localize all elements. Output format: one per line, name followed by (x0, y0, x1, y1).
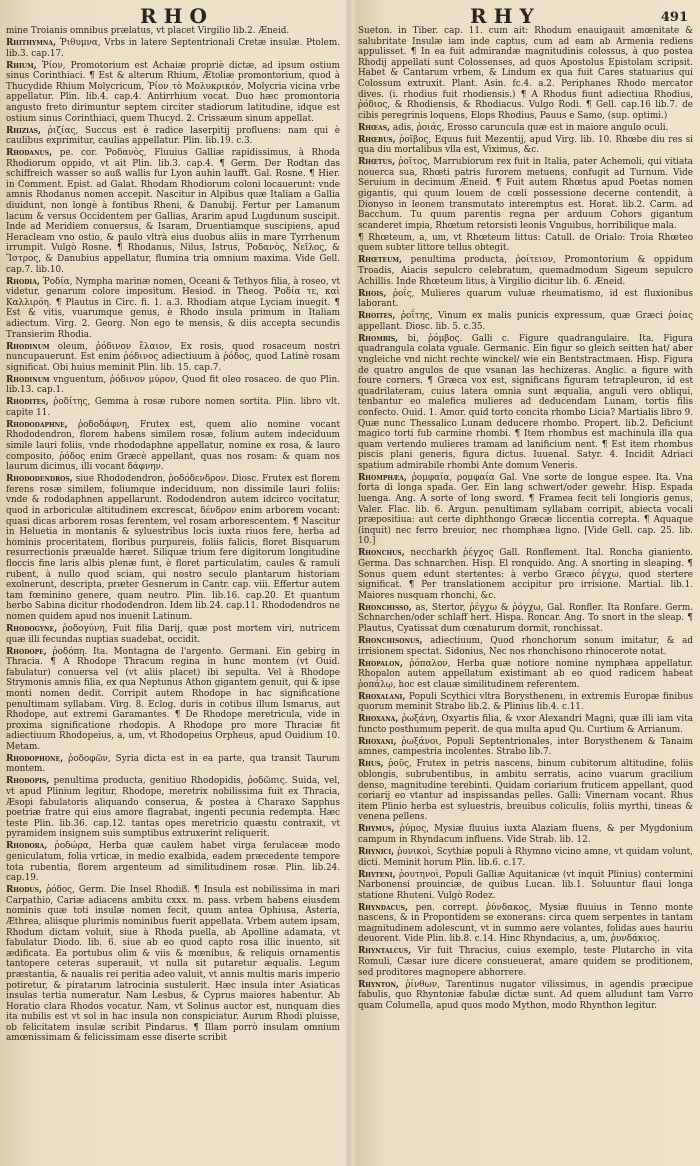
header-right-guide-word: RHY (470, 4, 541, 28)
entry-text: ῥωξάνοι, Populi Septentrionales, inter Borysthenem & Tanaim amnes, campestria incolentes. Strabo lib.7. (358, 736, 693, 758)
entry-text: vnguentum, ῥόδινον μύρον, Quod fit oleo rosaceo. de quo Plin. lib.13. cap.1. (6, 374, 340, 396)
dictionary-entry (6, 126, 340, 147)
dictionary-entry (358, 157, 693, 231)
entry-headword: Rhynton, (358, 979, 399, 990)
entry-headword: Rhodanus, (6, 148, 53, 159)
entry-headword: Rhododendros, (6, 474, 73, 485)
entry-headword: Rhœteum, (358, 255, 403, 266)
entry-text: mine Troianis omnibus prælatus, vt placet Virgilio lib.2. Æneid. (6, 26, 290, 36)
entry-text: ῥουτηνοὶ, Populi Galliæ Aquitanicæ (vt inquit Plinius) contermini Narbonensi prouinciæ, de quibus Lucan. lib.1. Soluuntur flaui longa statione Rhuteni. Vulgò Rodez. (358, 869, 693, 901)
entry-headword: Rhyteni, (358, 869, 396, 880)
entry-headword: Rhymus, (358, 824, 395, 835)
entry-text: Ῥιθυμνα, Vrbs in latere Septentrionali Cretæ insulæ. Ptolem. lib.3. cap.17. (6, 37, 340, 59)
dictionary-entry (358, 692, 693, 713)
entry-text: ῥοῦς, Frutex in petris nascens, binum cubitorum altitudine, foliis oblongis, subrubentibus, in ambitu serratis, acino vuarum gracilium denso, magnitudine terebinti. Quidam coriarium fruticem appellant, quod coriarij eo vtantur ad inspissandas pelles. Galli: Vinernam vocant. Rhus item Plinio herba est syluestris, breuibus coliculis, foliis myrthi, tineas & venena pellens. (358, 759, 693, 823)
dictionary-entry (358, 123, 693, 134)
entry-text: ῥοδίτης, Gemma à rosæ rubore nomen sortita. Plin. libro vlt. capite 11. (6, 397, 340, 418)
entry-text: penultima producta, ῥοίτειον, Promontorium & oppidum Troadis, Aiacis sepulcro celebratum, quemadmodum Sigeum sepulcro Achillis. Inde Rhœteum litus, à Virgilio dicitur lib. 6. Æneid. (358, 255, 693, 287)
entry-text: ῥόπαλον, Herba quæ notiore nomine nymphæa appellatur. Rhopalon autem appellatum existimant ab eo quod radicem habeat ῥοπάλῳ, hoc est clauæ similitudinem referentem. (358, 658, 693, 690)
dictionary-entry (358, 824, 693, 845)
entry-headword: Rhyntalcus, (358, 946, 412, 957)
dictionary-entry (6, 61, 340, 125)
entry-text: ῥομφαία, ρομφαία Gal. Vne sorte de longue espee. Ita. Vna forta di longa spada. Ger. Ein lang schwert/oder gewehr. Hisp. Espada luenga. Ang. A sorte of long sword. ¶ Framea fecit teli longioris genus, Valer. Flac. lib. 6. Argun. penultimam syllabam corripit, abiecta vocali præpositiua: aut certe diphthongo Græcæ liccentia correpta. ¶ Aquaque (inquit) nec ferro breuior, nec rhomphæa ligno. [Vide Gell. cap. 25. lib. 10.] (358, 472, 693, 547)
entry-headword: Rhodinum (6, 374, 50, 385)
dictionary-entry (6, 474, 340, 622)
dictionary-entry (358, 334, 693, 472)
dictionary-entry (6, 26, 340, 37)
entry-text: ¶ Rhœteum, a, um, vt Rhœteum littus: Catull. de Orialo: Troia Rhœteo quem subter littore tellus obtegit. (358, 232, 693, 254)
entry-headword: Rhodogyne, (6, 623, 58, 634)
entry-headword: Rhonchisso, (358, 602, 412, 613)
entry-headword: Rhus, (358, 759, 384, 770)
entry-headword: Rhomphæa, (358, 472, 407, 483)
dictionary-entry (6, 776, 340, 840)
dictionary-entry (6, 885, 340, 1044)
entry-headword: Rhonchisonus, (358, 635, 423, 646)
dictionary-entry (6, 148, 340, 275)
left-column (6, 26, 340, 1160)
entry-text: ῥωξάνη, Oxyartis filia, & vxor Alexandri Magni, quæ illi iam vita functo posthumum peperit. de qua multa apud Qu. Curtium & Arrianum. (358, 714, 693, 735)
entry-text: ῥυνικοὶ, Scythiæ populi à Rhymno vicino amne, vt quidam volunt, dicti. Meminit horum Plin. lib.6. c.17. (358, 846, 693, 868)
dictionary-entry (358, 980, 693, 1012)
entry-headword: Rhodus, (6, 885, 43, 896)
entry-text: pe. cor. Ῥοδανὸς, Fluuius Galliæ rapidissimus, à Rhoda Rhodiorum oppido, vt ait Plin. lib.3. cap.4. ¶ Germ. Der Rodtan das schiffreich wasser so auß wallis fur Lyon auhin laufft. Gal. Rosne. ¶ Hier. in Comment. Epist. ad Galat. Rhodam Rhodiorum coloni locauerunt: vnde amnis Rhodanus nomen accepit. Nascitur in Alpibus quæ Italiam a Gallia diuidunt, non longè à fontibus Rheni, & Danubij. Fertur per Lamanum lacum & versus Occidentem per Gallias, Ararim apud Lugdunum suscipit. Inde ad Meridiem conuersus, & Isaram, Druentiamque suscipiens, apud Heracleam vno ostio, & paulo vltrà eius duobus aliis in mare Tyrrhenum irrumpit. Vulgò Rosne. ¶ Rhodanus, Nilus, Istrus, Ῥοδανὸς, Νεῖλος, & Ἴστρος, & Danubius appellatur, flumina tria omnium maxima. Vide Gell. cap.7. lib.10. (6, 148, 340, 275)
entry-headword: Rhoxani, (358, 736, 397, 747)
dictionary-entry (6, 754, 340, 775)
page-number: 491 (660, 10, 688, 25)
entry-text: pen. corrept. ῥύνδακος, Mysiæ fluuius in Tenno monte nascens, & in Propontidem se exonerans: circa quem serpentes in tantam magnitudinem adolescunt, vt in summo aere volantes, folidas aues hauriu deuorent. Vide Plin. lib.8. c.14. Hinc Rhyndacius, a, um, ῥυνδάκιος. (358, 902, 693, 945)
entry-headword: Rhodope, (6, 646, 47, 657)
entry-text: adiectiuum, Quod rhonchorum sonum imitatur, & ad irrisionem spectat. Sidonius, Nec nos rhonchisono rhinocerote notat. (358, 635, 693, 657)
entry-text: ῥίνθων, Tarentinus nugator vilissimus, in agendis præcipue fabulis, quo Rhyntoniæ fabulæ dictæ sunt. Ad quem alludunt tam Varro quam Columella, apud quos modo Mython, modo Rhynthon legitur. (358, 979, 693, 1011)
entry-headword: Rhodopis, (6, 776, 50, 787)
entry-text: ῥοδόπη. Ita. Montagna de l'argento. Germani. Ein gebirg in Thracia. ¶ A Rhodope Thracum regina in hunc montem (vt Ouid. fabulatur) conuersa vel (vt aliis placet) ibi sepulta. Vel à Rhodope Strymonis amnis filia, ex qua Neptunus Athon gigantem genuit, qui & ipse monti nomen dedit. Corripit autem Rhodope in hac significatione penultimam syllabam. Virg. 8. Eclog. duris in cotibus illum Ismarus, aut Rhodope, aut extremi Garamantes. ¶ De Rhodope meretricula, vide in proxima significatione rhodopis. A Rhodope pro more Thraciæ fit adiectiuum Rhodopeius, a, um, vt Rhodopeius Orpheus, apud Ouidium 10. Metam. (6, 646, 340, 752)
column-gutter (346, 0, 352, 1166)
entry-text: bi, ῥόμβος. Galli c. Figure quadrangulaire. Ita. Figura quadrangula colata vguale. Germanic. Ein figur so gleich seitten hat/ aber vngleiche vnd nicht rechte winckel/ wie ein Bentstractmaen. Hisp. Figura de quatro angulos de que vsanan las hechizeras. Anglic. a figure with foure corners. ¶ Græca vox est, significans figuram tetrapleuron, id est quadrilateram, cuius latera omnia sunt æqualia, anguli vero obliqui, tenbantur eo malefica mulieres ad deducendam Lunam, tortis filis confecto. Ouid. 1. Amor. quid torto concita rhombo Licia? Martialis libro 9. Quæ nunc Thessalico Lunam deducere rhombo. Propert. lib.2. Deficiunt magico torti fub carmine rhombi. ¶ Item rhombus est machinula illa qua quam vertendo mulieres tramam ad lanificium nent. ¶ Est item rhombus piscis plani generis, figura dictus. Iuuenal. Satyr. 4. Incidit Adriaci spatium admirabile rhombi Ante domum Veneris. (358, 333, 693, 471)
entry-text: ῥοΐς, Mulieres quarum vuluæ rheumatismo, id est fluxionibus laborant. (358, 288, 693, 310)
dictionary-entry (6, 375, 340, 396)
dictionary-entry (358, 311, 693, 332)
dictionary-entry (358, 135, 693, 156)
entry-headword: Rhoites, (358, 311, 396, 322)
entry-text: ῥοδογύνη, Fuit filia Darij, quæ post mortem viri, nutricem quæ illi fecundas nuptias suadebat, occidit. (6, 623, 340, 645)
entry-headword: Rhopalon, (358, 658, 403, 669)
entry-headword: Rhombis, (358, 333, 399, 344)
entry-headword: Rhithymna, (6, 37, 57, 48)
entry-text: ῥόδος, Germ. Die Insel Rhodiß. ¶ Insula est nobilissima in mari Carpathio, Cariæ adiacens ambitu cxxx. m. pass. vrbem habens eiusdem nominis quæ toti insulæ nomen fecit, quum antea Ophiusa, Asteria, Æthrea, aliisque plurimis nominibus fuerit appellata. Vrbem autem ipsam, Rhodum dictam voluit, siue à Rhoda puella, ab Apolline adamata, vt fabulatur Diodo. lib. 6. siue ab eo quod capto rosa illic inuento, sit ædificata. Ea portubus olim & viis & mœnibus, & reliquis ornamentis tantopere ceteras superauit, vt nulla sit putaretur æqualis. Legum præstantia, & naualis rei peritia adeo valuit, vt annis multis maris imperio potiretur, & piratarum latrocinia sustulerit. Hæc insula inter Asiaticas insulas tertia numeratur. Nam Lesbus, & Cyprus maiores habentur. Ab Horatio clara Rhodos vocatur. Nam, vt Solinus auctor est, nunquam dies ita nubilis est vt sol in hac insula non conspiciatur. Aurum Rhodi pluisse, ob felicitatem insulæ scribit Pindarus. ¶ Illam porrò insulam omnium amœnissimam & felicissimam esse diserte scribit (6, 885, 340, 1044)
entry-text: Sueton. in Tiber. cap. 11. cum ait: Rhodum enauigauit amœnitate & salubritate Insulæ iam inde captus, cum ad eam ab Armenia rediens appulisset. ¶ In ea fuit admirandæ magnitudinis colossus, à quo postea Rhodij appellati sunt Colossenses, ad quos Apostolus Epistolam scripsit. Habet & Cantarum vrbem, & Lindum ex qua fuit Cares statuarius qui Colossum extruxit. Plant. Asin. fc.4. a.2. Periphanes Rhodo mercator dives. (i. rhodius fuit rhodiensis.) ¶ A Rhodus fiunt adiectiua Rhodius, ῥόδιος, & Rhodiensis, & Rhodiacus. Vulgo Rodi. ¶ Gell. cap.16 lib.7. de cibis peregrinis loquens, Elops Rhodius, Pauus e Samo, (sup. optimi.) (358, 26, 693, 121)
dictionary-entry (6, 277, 340, 341)
entry-text: adis, ῥοιάς, Erosso caruncula quæ est in maiore angulo oculi. (392, 122, 669, 133)
dictionary-entry (358, 759, 693, 823)
dictionary-entry (6, 841, 340, 883)
entry-text: as, Stertor, ῥέγχω & ῥόγχω, Gal. Ronfler. Ita Ronfare. Germ. Schnarchen/oder schlaff hert. Hispa. Roncar. Ang. To snort in the sleap. ¶ Plautus, Cyatissat dum cœnaturum dormit, ronchissat. (358, 602, 693, 634)
entry-headword: Rhynici, (358, 846, 395, 857)
dictionary-entry (358, 946, 693, 978)
dictionary-entry (358, 289, 693, 310)
entry-headword: Rhœbus, (358, 134, 396, 145)
dictionary-entry (358, 737, 693, 758)
dictionary-entry (6, 624, 340, 645)
entry-headword: Rhodophone, (6, 753, 64, 764)
entry-headword: Rhœas, (358, 122, 391, 133)
entry-text: siue Rhododendron, ῥοδόδενδρον. Diosc. Frutex est florem ferens rosæ similem, foliumque indeciduum, non dissimile lauri foliis: vnde & rododaphnen appellarunt. Rododendron autem idcirco vocitatur, quod in arboriculæ altitudinem excrescat, δένδρον enim arborem vocant: quasi dicas arborem rosas ferentem, vel rosam arborescentem. ¶ Nascitur in Heluetia in montanis & syluestribus locis iuxta riuos fere, herba ad hominis proceritatem, floribus purpureis, foliis falicis, floret Bisquarum resurrectionis præualde hæret. Siliquæ trium fere digitorum longitudine floccis fine laris albis plenæ funt, è floret particulatim, caules & ramuli rubent, à nullo quod sciam, qui nostro seculo plantarum historiam exolnerunt, descripta, præter Gesnerum in Cantr. cap. viii. Effertur autem tam fœminino genere, quam neutro. Plin. lib.16. cap.20. Et quantum herbo Sabina dicitur rhododendron. Idem lib.24. cap.11. Rhododendros ne nomen quidem apud nos inuenit Latinum. (6, 474, 340, 622)
entry-text: Ῥοδία, Nympha marinæ nomen, Oceani & Tethyos filia, à roseo, vt videtur, genarum colore impositum. Hesiod. in Theog. Ῥοδία τε, καὶ Καλλιρόη. ¶ Plautus in Circ. fi. 1. a.3. Rhodiam atque Lyciam inuegit. ¶ Est & vitis, vuarumque genus, è Rhodo insula primum in Italiam adiectum. Virg. 2. Georg. Non ego te mensis, & diis accepta secundis Transierim Rhodia. (6, 276, 340, 340)
entry-headword: Rhodites, (6, 397, 49, 408)
entry-headword: Rhodora, (6, 841, 48, 852)
entry-text: ῥοΐτης, Vinum ex malis punicis expressum, quæ Græci ῥοίας appellant. Diosc. lib. 5. c.35. (358, 311, 693, 332)
entry-text: ῥοδοδάφνη, Frutex est, quem alio nomine vocant Rhododendron, florem habens similem rosæ, folium autem indeciduum simile lauri foliis, vnde rhododaphne appellatur, nomine ex rosa, & lauro composito, ῥόδος enim Græcè appellant, quas nos rosam: & quam nos laurum dicimus, illi vocant δάφνην. (6, 419, 340, 473)
entry-headword: Rhœtus, (358, 157, 396, 168)
dictionary-entry (358, 659, 693, 691)
dictionary-entry (358, 603, 693, 635)
dictionary-entry (358, 714, 693, 735)
entry-headword: Rhois, (358, 288, 387, 299)
entry-text: ῥοδοφῶν, Syria dicta est in ea parte, qua transit Taurum montem. (6, 753, 340, 775)
entry-text: penultima producta, genitiuo Rhodopidis, ῥοδῶπις. Suida, vel, vt apud Plinium legitur, Rhodope, meretrix nobilissima fuit ex Thracia, Æsopi fabulatoris aliquando conserua, & postea à Charaxo Sapphus poetriæ fratre qui eius amore flagrabat, ingenti pecunia redempta. Hæc teste Plin. lib.36. cap.12. tantas opes meretricio quæstu contraxit, vt pyramidem insignem suis sumptibus extruxerint reliquerit. (6, 776, 340, 840)
entry-text: Ῥίον, Promotorium est Achaiæ propriè dictæ, ad ipsum ostium sinus Corinthiaci. ¶ Est & alterum Rhium, Ætoliæ promontorium, quod à Thucydide Rhium Molycricum, Ῥίον τὸ Μολυκρικόν, Molycria vicina vrbe appellatur. Plin. lib.4. cap.4. Antirrhium vocat. Duo hæc promontoria angusto freto dirimuntur septem circiter stadiorum latitudine, idque est ostium sinus Corinthiaci, quem Thucyd. 2. Crissæum sinum appellat. (6, 60, 340, 124)
dictionary-entry (358, 26, 693, 121)
dictionary-entry (6, 420, 340, 473)
header-left-guide-word: RHO (140, 4, 214, 28)
entry-text: ῥιζίας, Succus est è radice laserpitij profluens: nam qui è caulibus exprimitur, caulias appellatur. Plin. lib.19. c.3. (6, 125, 340, 147)
entry-text: ῥοδώρα, Herba quæ caulem habet virga ferulaceæ modo geniculatum, folia vrticæ, in medio exalbida, eadem præcedente tempore tota rubentia, florem argenteum ad similitudinem rosæ. Plin. lib.24. cap.19. (6, 841, 340, 884)
dictionary-entry (6, 397, 340, 418)
entry-headword: Rhodia, (6, 276, 40, 287)
dictionary-entry (358, 847, 693, 868)
entry-headword: Rhizias, (6, 125, 42, 136)
dictionary-entry (358, 473, 693, 547)
entry-text: Populi Scythici vltra Borysthenem, in extremis Europæ finibus quorum meminit Strabo lib.2. & Plinius lib.4. c.11. (358, 691, 693, 713)
entry-headword: Rhyndacus, (358, 902, 409, 913)
dictionary-entry (358, 903, 693, 945)
dictionary-entry (358, 255, 693, 287)
dictionary-entry (6, 342, 340, 374)
right-column (358, 26, 693, 1160)
entry-headword: Rhonchus, (358, 548, 405, 559)
dictionary-entry (358, 870, 693, 902)
entry-text: neccharkh ῥέγχος Gall. Ronflement. Ital. Roncha gianiento. Germa. Das schnarchen. Hisp. El ronquido. Ang. A snorting in sleaping. ¶ Sonus quem edunt stertentes: à verbo Græco ῥέγχω, quod stertere significat. ¶ Per translationem accipitur pro irrisione. Martial. lib.1. Maiores nusquam rhonchi, &c. (358, 548, 693, 601)
entry-headword: Rhium, (6, 60, 37, 71)
dictionary-entry (6, 38, 340, 59)
dictionary-entry (6, 647, 340, 753)
dictionary-entry (358, 636, 693, 657)
entry-text: ῥύμος, Mysiæ fluuius iuxta Alaziam fluens, & per Mygdonium campum in Rhyndacum influens. Vide Strab. lib. 12. (358, 824, 693, 845)
entry-headword: Rhoxalani, (358, 691, 406, 702)
entry-headword: Rhodinum (6, 341, 50, 352)
entry-text: oleum, ῥόδινον ἔλαιον, Ex rosis, quod rosaceum nostri nuncupauerunt. Est enim ῥόδινος adiectiuum à ῥόδος, quod Latinè rosam significat. Obi huius meminit Plin. lib. 15. cap.7. (6, 341, 340, 373)
entry-text: ῥοῖβος, Equus fuit Mezentij, apud Virg. lib. 10. Rhœbe diu res si qua diu mortalibus vlla est, Viximus, &c. (358, 134, 693, 156)
dictionary-entry (358, 233, 693, 254)
entry-text: ῥοῖτος, Marrubiorum rex fuit in Italia, pater Achemoli, qui vitiata nouerca sua, Rhœti patris furorem metuens, confugit ad Turnum. Vide Seruium in decimum Æneid. ¶ Fuit autem Rhœtus apud Poetas nomen gigantis, qui quum louem de cœli possessione decerne contendit, à Dionyso in leonem transmutato interemptus est. Horat. lib.2. Carm. ad Bacchum. Tu quum parentis regna per arduum Cohors gigantum scanderet impia, Rhœtum retorsisti leonis Vnguibus, horribilique mala. (358, 157, 693, 231)
dictionary-entry (358, 548, 693, 601)
entry-text: Vir fuit Thracius, cuius exemplo, teste Plutarcho in vita Romuli, Cæsar iure dicere consueuerat, amare quidem se proditionem, sed proditores magnopere abhorrere. (358, 946, 693, 978)
entry-headword: Rhoxana, (358, 714, 399, 725)
entry-headword: Rhododaphne, (6, 419, 68, 430)
